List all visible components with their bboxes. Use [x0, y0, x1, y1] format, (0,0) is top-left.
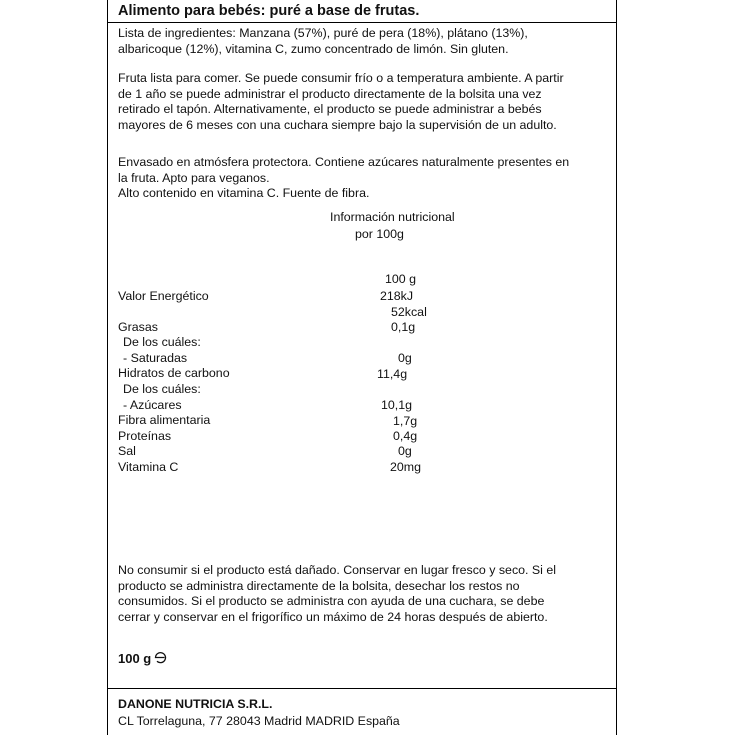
nutrient-label: Hidratos de carbono	[118, 366, 230, 380]
nutrient-label: Proteínas	[118, 429, 172, 443]
storage-line: No consumir si el producto está dañado. Conservar en lugar fresco y seco. Si el	[118, 563, 557, 577]
nutrient-value: 0,4g	[393, 429, 418, 443]
nutrient-value: 52kcal	[391, 305, 427, 319]
usage-line: mayores de 6 meses con una cuchara siempre bajo la supervisión de un adulto.	[118, 117, 557, 132]
nutrient-value: 0,1g	[391, 320, 416, 334]
packaging-line: la fruta. Apto para veganos.	[118, 170, 270, 185]
nutrient-label: De los cuáles:	[123, 382, 201, 396]
nutrient-label: - Saturadas	[123, 351, 188, 365]
usage-instructions	[118, 71, 564, 133]
nutrient-label: Fibra alimentaria	[118, 413, 211, 427]
company-name: DANONE NUTRICIA S.R.L.	[118, 697, 273, 711]
ingredients-list	[118, 26, 528, 57]
nutrient-label: Vitamina C	[118, 460, 179, 474]
divider	[108, 688, 616, 689]
nutrient-value: 20mg	[390, 460, 421, 474]
nutrient-value: 11,4g	[377, 367, 408, 381]
storage-line: consumidos. Si el producto se administra con ayuda de una cuchara, se debe	[118, 594, 545, 609]
nutrient-label: Grasas	[118, 320, 158, 334]
packaging-info	[118, 155, 569, 202]
net-weight	[118, 651, 167, 667]
nutrient-value: 1,7g	[393, 414, 418, 428]
nutrient-label: - Azúcares	[123, 398, 182, 412]
net-weight-value: 100 g	[118, 651, 152, 666]
nutrient-label: Sal	[118, 444, 136, 458]
nutrient-value: 0g	[398, 444, 412, 458]
nutrition-heading: Información nutricional	[330, 210, 455, 224]
storage-line: producto se administra directamente de la bolsita, desechar los restos no	[118, 578, 520, 593]
divider	[108, 22, 616, 23]
product-label	[107, 0, 617, 735]
usage-line: de 1 año se puede administrar el producto directamente de la bolsita una vez	[118, 86, 542, 101]
product-title: Alimento para bebés: puré a base de frutas.	[118, 3, 420, 19]
ingredients-line: albaricoque (12%), vitamina C, zumo concentrado de limón. Sin gluten.	[118, 41, 509, 56]
nutrient-value: 218kJ	[380, 289, 414, 303]
usage-line: Fruta lista para comer. Se puede consumir frío o a temperatura ambiente. A partir	[118, 71, 564, 85]
storage-instructions	[118, 563, 556, 625]
e-mark-icon	[153, 651, 167, 667]
nutrient-value: 10,1g	[381, 398, 413, 412]
storage-line: cerrar y conservar en el frigorífico un máximo de 24 horas después de abierto.	[118, 609, 548, 624]
usage-line: retirado el tapón. Alternativamente, el producto se puede administrar a bebés	[118, 102, 542, 117]
nutrition-column-header: 100 g	[385, 272, 417, 286]
packaging-line: Alto contenido en vitamina C. Fuente de fibra.	[118, 186, 370, 201]
packaging-line: Envasado en atmósfera protectora. Contiene azúcares naturalmente presentes en	[118, 155, 570, 169]
nutrition-heading-per: por 100g	[355, 227, 404, 241]
ingredients-line: Lista de ingredientes: Manzana (57%), puré de pera (18%), plátano (13%),	[118, 26, 528, 40]
nutrient-label: Valor Energético	[118, 289, 209, 303]
nutrient-label: De los cuáles:	[123, 335, 201, 349]
nutrient-value: 0g	[398, 351, 412, 365]
company-address: CL Torrelaguna, 77 28043 Madrid MADRID España	[118, 714, 400, 728]
